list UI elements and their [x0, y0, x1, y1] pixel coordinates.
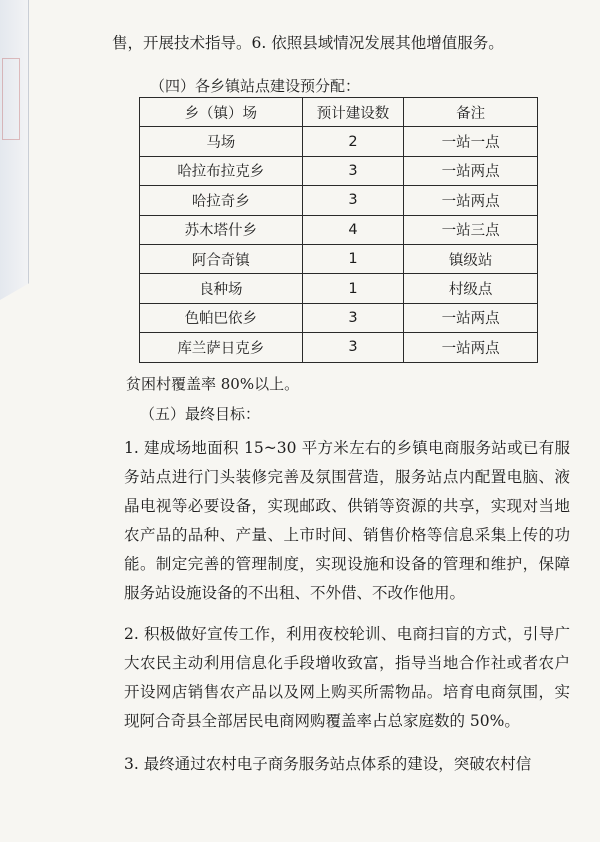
header-count: 预计建设数: [302, 98, 404, 127]
cell-note: 一站两点: [404, 303, 538, 332]
table-row: [140, 274, 538, 303]
cell-count: 1: [302, 274, 404, 303]
cell-town: 色帕巴依乡: [140, 303, 303, 332]
table-row: [140, 303, 538, 332]
text-line-top: 售，开展技术指导。6. 依照县域情况发展其他增值服务。: [112, 34, 504, 52]
cell-note: 村级点: [404, 274, 538, 303]
cell-note: 镇级站: [404, 244, 538, 273]
cell-count: 3: [302, 333, 404, 362]
cell-count: 3: [302, 303, 404, 332]
cell-note: 一站三点: [404, 215, 538, 244]
station-allocation-table: [139, 97, 538, 363]
cell-count: 3: [302, 186, 404, 215]
section-five-heading: （五）最终目标：: [140, 405, 261, 423]
cell-town: 良种场: [140, 274, 303, 303]
section-four-heading: （四）各乡镇站点建设预分配：: [150, 77, 361, 95]
goal-2-text: 2. 积极做好宣传工作，利用夜校轮训、电商扫盲的方式，引导广大农民主动利用信息化手段增收致富，指导当地合作社或者农户开设网店销售农产品以及网上购买所需物品。培育电商氛围，实现阿合奇县全部居民电商网购覆盖率占总家庭数的 50%。: [124, 625, 570, 730]
cell-count: 3: [302, 156, 404, 185]
table-row: [140, 156, 538, 185]
table-row: [140, 127, 538, 156]
header-town: 乡（镇）场: [140, 98, 303, 127]
goal-3-text: 3. 最终通过农村电子商务服务站点体系的建设，突破农村信: [124, 755, 532, 773]
cell-note: 一站两点: [404, 186, 538, 215]
table-row: [140, 244, 538, 273]
header-note: 备注: [404, 98, 538, 127]
coverage-line: 贫困村覆盖率 80%以上。: [126, 375, 300, 393]
cell-count: 4: [302, 215, 404, 244]
stamp-mark: [2, 58, 20, 140]
cell-town: 库兰萨日克乡: [140, 333, 303, 362]
goal-1-text: 1. 建成场地面积 15~30 平方米左右的乡镇电商服务站或已有服务站点进行门头装修完善及氛围营造，服务站点内配置电脑、液晶电视等必要设备，实现邮政、供销等资源的共享，实现对当地农产品的品种、产量、上市时间、销售价格等信息采集上传的功能。制定完善的管理制度，实现设施和设备的管理和维护，保障服务站设施设备的不出租、不外借、不改作他用。: [124, 439, 570, 602]
table-row: [140, 333, 538, 362]
cell-town: 马场: [140, 127, 303, 156]
goal-1-paragraph: [94, 434, 570, 608]
cell-note: 一站两点: [404, 156, 538, 185]
adjacent-page-edge: [0, 0, 29, 300]
table-row: [140, 186, 538, 215]
goal-2-paragraph: [94, 620, 570, 736]
cell-count: 1: [302, 244, 404, 273]
table-header-row: [140, 98, 538, 127]
cell-note: 一站一点: [404, 127, 538, 156]
cell-town: 阿合奇镇: [140, 244, 303, 273]
cell-count: 2: [302, 127, 404, 156]
cell-town: 苏木塔什乡: [140, 215, 303, 244]
cell-note: 一站两点: [404, 333, 538, 362]
cell-town: 哈拉奇乡: [140, 186, 303, 215]
table-row: [140, 215, 538, 244]
goal-3-paragraph: [94, 750, 570, 779]
cell-town: 哈拉布拉克乡: [140, 156, 303, 185]
